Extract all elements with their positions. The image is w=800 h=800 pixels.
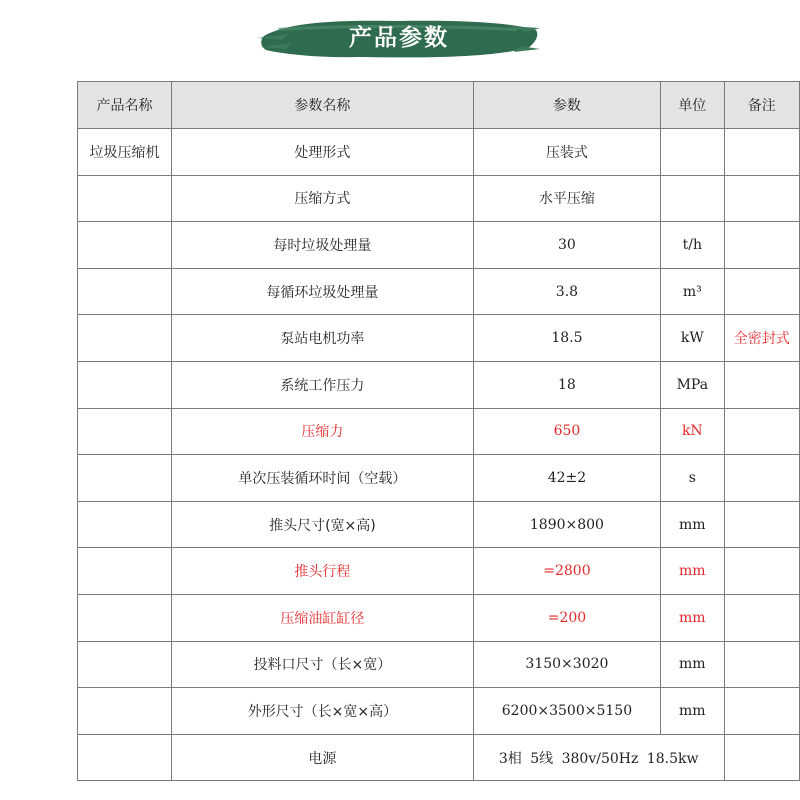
cell-remarks bbox=[724, 594, 799, 641]
cell-parameter-name: 系统工作压力 bbox=[172, 361, 474, 408]
cell-product-name bbox=[78, 501, 172, 548]
cell-remarks bbox=[724, 268, 799, 315]
header-parameter-value: 参数 bbox=[473, 82, 660, 129]
table-row bbox=[78, 222, 800, 269]
table-row bbox=[78, 129, 800, 176]
power-supply-row bbox=[78, 734, 800, 781]
cell-product-name bbox=[78, 455, 172, 502]
cell-parameter-value: =2800 bbox=[473, 548, 660, 595]
product-parameters-table bbox=[77, 81, 800, 781]
cell-remarks bbox=[724, 222, 799, 269]
cell-parameter-name: 每循环垃圾处理量 bbox=[172, 268, 474, 315]
cell-unit: mm bbox=[661, 688, 724, 735]
cell-parameter-name: 电源 bbox=[172, 734, 474, 781]
cell-unit: kW bbox=[661, 315, 724, 362]
cell-parameter-name: 单次压装循环时间（空载） bbox=[172, 455, 474, 502]
cell-parameter-value: 18.5 bbox=[473, 315, 660, 362]
cell-remarks bbox=[724, 175, 799, 222]
table-row bbox=[78, 501, 800, 548]
page-title: 产品参数 bbox=[349, 25, 449, 51]
cell-parameter-value: 3150×3020 bbox=[473, 641, 660, 688]
cell-parameter-value: =200 bbox=[473, 594, 660, 641]
cell-product-name: 垃圾压缩机 bbox=[78, 129, 172, 176]
cell-parameter-value: 压装式 bbox=[473, 129, 660, 176]
table-row bbox=[78, 594, 800, 641]
table-row bbox=[78, 361, 800, 408]
cell-parameter-value: 42±2 bbox=[473, 455, 660, 502]
cell-product-name bbox=[78, 222, 172, 269]
table-row bbox=[78, 641, 800, 688]
cell-unit: mm bbox=[661, 548, 724, 595]
cell-parameter-value: 6200×3500×5150 bbox=[473, 688, 660, 735]
cell-remarks bbox=[724, 548, 799, 595]
header-product-name: 产品名称 bbox=[78, 82, 172, 129]
table-row bbox=[78, 455, 800, 502]
cell-parameter-value: 650 bbox=[473, 408, 660, 455]
cell-parameter-value: 30 bbox=[473, 222, 660, 269]
cell-product-name bbox=[78, 315, 172, 362]
cell-product-name bbox=[78, 175, 172, 222]
cell-unit bbox=[661, 175, 724, 222]
cell-product-name bbox=[78, 641, 172, 688]
cell-parameter-value: 3.8 bbox=[473, 268, 660, 315]
cell-parameter-value: 水平压缩 bbox=[473, 175, 660, 222]
cell-parameter-name: 泵站电机功率 bbox=[172, 315, 474, 362]
cell-remarks bbox=[724, 501, 799, 548]
cell-parameter-name: 压缩油缸缸径 bbox=[172, 594, 474, 641]
cell-parameter-name: 外形尺寸（长×宽×高） bbox=[172, 688, 474, 735]
cell-unit: mm bbox=[661, 641, 724, 688]
cell-remarks bbox=[724, 129, 799, 176]
cell-unit: mm bbox=[661, 594, 724, 641]
cell-parameter-name: 处理形式 bbox=[172, 129, 474, 176]
cell-product-name bbox=[78, 361, 172, 408]
table-row bbox=[78, 548, 800, 595]
cell-parameter-value: 1890×800 bbox=[473, 501, 660, 548]
cell-unit: t/h bbox=[661, 222, 724, 269]
cell-remarks bbox=[724, 641, 799, 688]
cell-unit: mm bbox=[661, 501, 724, 548]
cell-unit: kN bbox=[661, 408, 724, 455]
cell-parameter-name: 投料口尺寸（长×宽） bbox=[172, 641, 474, 688]
table-row bbox=[78, 175, 800, 222]
cell-unit: m³ bbox=[661, 268, 724, 315]
cell-parameter-name: 推头尺寸(宽×高) bbox=[172, 501, 474, 548]
cell-parameter-value: 18 bbox=[473, 361, 660, 408]
cell-parameter-name: 压缩力 bbox=[172, 408, 474, 455]
header-unit: 单位 bbox=[661, 82, 724, 129]
title-banner bbox=[258, 14, 540, 62]
cell-remarks bbox=[724, 408, 799, 455]
cell-unit: MPa bbox=[661, 361, 724, 408]
cell-product-name bbox=[78, 268, 172, 315]
cell-remarks bbox=[724, 688, 799, 735]
cell-parameter-name: 压缩方式 bbox=[172, 175, 474, 222]
cell-product-name bbox=[78, 408, 172, 455]
cell-parameter-name: 推头行程 bbox=[172, 548, 474, 595]
table-row bbox=[78, 268, 800, 315]
table-row bbox=[78, 315, 800, 362]
cell-product-name bbox=[78, 548, 172, 595]
cell-power-supply-value: 3相 5线 380v/50Hz 18.5kw bbox=[473, 734, 724, 781]
table-header-row bbox=[78, 82, 800, 129]
header-remarks: 备注 bbox=[724, 82, 799, 129]
table-row bbox=[78, 688, 800, 735]
header-parameter-name: 参数名称 bbox=[172, 82, 474, 129]
cell-remarks: 全密封式 bbox=[724, 315, 799, 362]
table-row bbox=[78, 408, 800, 455]
cell-remarks bbox=[724, 361, 799, 408]
cell-remarks bbox=[724, 455, 799, 502]
cell-product-name bbox=[78, 688, 172, 735]
cell-product-name bbox=[78, 734, 172, 781]
cell-unit: s bbox=[661, 455, 724, 502]
cell-parameter-name: 每时垃圾处理量 bbox=[172, 222, 474, 269]
cell-unit bbox=[661, 129, 724, 176]
cell-product-name bbox=[78, 594, 172, 641]
cell-remarks bbox=[724, 734, 799, 781]
